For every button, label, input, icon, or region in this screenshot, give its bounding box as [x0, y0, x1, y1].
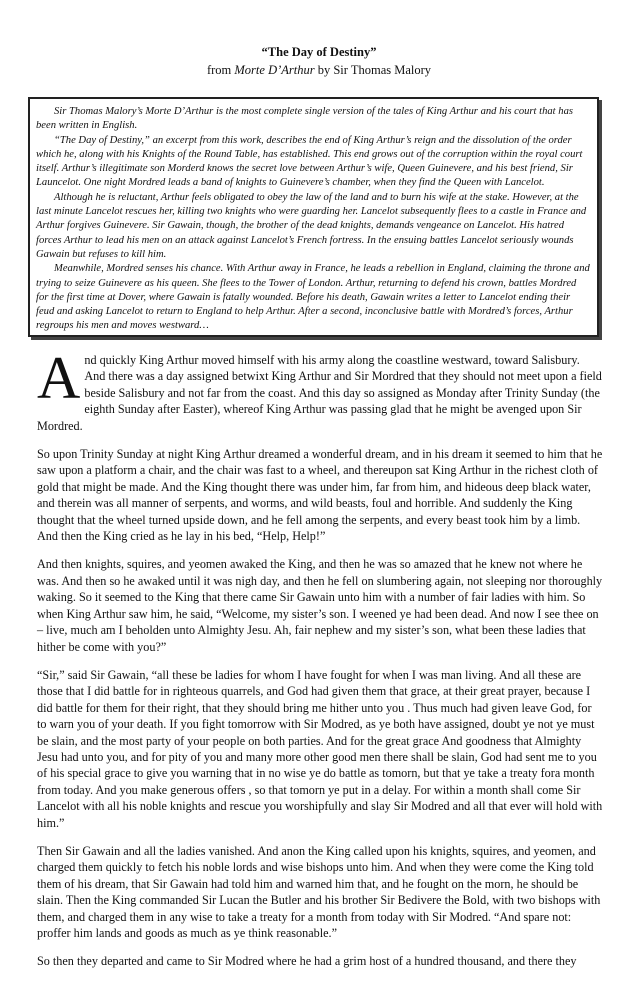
- body-paragraph-4: “Sir,” said Sir Gawain, “all these be ladies for whom I have fought for when I was man living. And all these are those that I did battle for in righteous quarrels, and God had given them that grace, at their great prayer, because I did battle for them for their right, that they should bring me hither unto you . Thus much had given leave God, for to warn you of your death. If you fight tomorrow with Sir Modred, as ye both have assigned, doubt ye not ye must be slain, and the most party of your people on both parties. And for the great grace And goodness that Almighty Jesu had unto you, and for pity of you and many more other good men there shall be slain, God had sent me to you of his special grace to give you warning that in no wise ye do battle as tomorn, but that ye take a treaty fora month from today. And you make generous offers , so that tomorn ye put in a delay. For within a month shall come Sir Lancelot with all his noble knights and rescue you worshipfully and slay Sir Modred and all that ever will hold with him.”: [37, 667, 603, 830]
- intro-paragraph-4: Meanwhile, Mordred senses his chance. With Arthur away in France, he leads a rebellion in England, claiming the throne and trying to seize Guinevere as his queen. She flees to the Tower of London. Arthur, returning to defend his crown, battles Mordred for the first time at Dover, where Gawain is fatally wounded. Before his death, Gawain writes a letter to Lancelot ending their feud and asking Lancelot to return to England to help Arthur. After a second, inconclusive battle with Mordred’s forces, Arthur regroups his men and moves westward…: [36, 263, 590, 332]
- intro-paragraph-1: Sir Thomas Malory’s Morte D’Arthur is the most complete single version of the tales of King Arthur and his court that has been written in English.: [36, 106, 573, 132]
- document-subtitle: [0, 63, 638, 78]
- subtitle-author: by Sir Thomas Malory: [314, 63, 432, 77]
- subtitle-from: from: [206, 63, 235, 77]
- intro-paragraph-3: Although he is reluctant, Arthur feels obligated to obey the law of the land and to burn his wife at the stake. However, at the last minute Lancelot rescues her, killing two knights who were guarding her. Lancelot subsequently flees to a castle in France and Arthur forgives Guinevere. Sir Gawain, though, the brother of the dead knights, demands vengeance on Lancelot. His hatred forces Arthur to lead his men on an attack against Lancelot’s French fortress. In the ensuing battles Lancelot seriously wounds Gawain but refuses to kill him.: [36, 191, 587, 260]
- story-body: [37, 345, 603, 982]
- body-paragraph-6: So then they departed and came to Sir Modred where he had a grim host of a hundred thousand, and there they: [37, 954, 577, 969]
- body-paragraph-1-text: nd quickly King Arthur moved himself with his army along the coastline westward, toward Salisbury. And there was a day assigned betwixt King Arthur and Sir Mordred that they should not meet upon a field beside Salisbury and not far from the coast. And this day so assigned as Monday after Trinity Sunday (the eighth Sunday after Easter), whereof King Arthur was passing glad that he might be avenged upon Sir Mordred.: [37, 353, 602, 433]
- body-paragraph-5: Then Sir Gawain and all the ladies vanished. And anon the King called upon his knights, squires, and yeomen, and charged them quickly to fetch his noble lords and wise bishops unto him. And when they were come the King told them of his dream, that Sir Gawain had told him and warned him that, and he fought on the morn, he should be slain. Then the King commanded Sir Lucan the Butler and his brother Sir Bedivere the Bold, with two bishops with them, and charged them in any wise to take a treaty for a month from today with Sir Modred. “And spare not: proffer him lands and goods as much as ye think reasonable.”: [37, 843, 601, 940]
- work-title: Morte D’Arthur: [234, 63, 315, 77]
- intro-paragraph-2: “The Day of Destiny,” an excerpt from this work, describes the end of King Arthur’s reign and the dissolution of the order which he, along with his Knights of the Round Table, has established. This end grows out of the corruption within the royal court itself. Arthur’s illegitimate son Morderd knows the secret love between Arthur’s wife, Queen Guinevere, and his best friend, Sir Launcelot. One night Mordred leads a band of knights to Guinevere’s chamber, when they find the Queen with Lancelot.: [36, 134, 583, 189]
- body-paragraph-1: [37, 345, 603, 434]
- body-paragraph-2: So upon Trinity Sunday at night King Arthur dreamed a wonderful dream, and in his dream it seemed to him that he saw upon a platform a chair, and the chair was fast to a wheel, and thereupon sat King Arthur in the richest cloth of gold that might be made. And the King thought there was under him, far from him, and hideous deep black water, and therein was all manner of serpents, and worms, and wild beasts, foul and horrible. And suddenly the King thought that the wheel turned upside down, and he fell among the serpents, and every beast took him by a limb. And then the King cried as he lay in his bed, “Help, Help!”: [37, 447, 603, 544]
- drop-cap: A: [37, 345, 81, 411]
- introduction-box: [28, 97, 599, 337]
- document-title: “The Day of Destiny”: [261, 45, 377, 59]
- body-paragraph-3: And then knights, squires, and yeomen awaked the King, and then he was so amazed that he knew not where he was. And then so he awaked until it was nigh day, and then he fell on slumbering again, not sleeping nor thoroughly waking. So it seemed to the King that there came Sir Gawain unto him with a number of fair ladies with him. So when King Arthur saw him, he said, “Welcome, my sister’s son. I weened ye had been dead. And now I see thee on – live, much am I beholden unto Almighty Jesu. Ah, fair nephew and my sister’s son, what been these ladies that hither be come with you?”: [37, 557, 603, 654]
